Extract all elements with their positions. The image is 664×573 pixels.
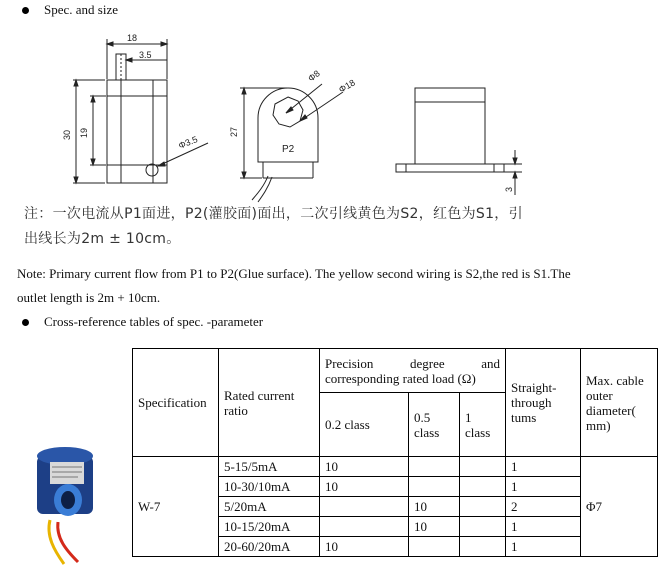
dim-phi-8: Φ8 bbox=[306, 68, 322, 84]
header-class-0-2: 0.2 class bbox=[320, 393, 409, 457]
chinese-note-line-1: 注：一次电流从P1面进，P2(灌胶面)面出，二次引线黄色为S2，红色为S1，引 bbox=[24, 206, 523, 222]
header-cable: Max. cable outer diameter( mm) bbox=[581, 349, 658, 457]
ratio-cell: 5/20mA bbox=[219, 497, 320, 517]
header-specification: Specification bbox=[133, 349, 219, 457]
dim-3-5: 3.5 bbox=[139, 50, 152, 60]
class-1-cell bbox=[460, 477, 506, 497]
english-note-line-1: Note: Primary current flow from P1 to P2(Glue surface). The yellow second wiring is S2,the red is S1.The bbox=[17, 266, 571, 281]
class-0-2-cell: 10 bbox=[320, 457, 409, 477]
ratio-cell: 10-15/20mA bbox=[219, 517, 320, 537]
class-0-2-cell: 10 bbox=[320, 537, 409, 557]
turns-cell: 1 bbox=[506, 537, 581, 557]
class-0-5-cell bbox=[409, 477, 460, 497]
dim-18: 18 bbox=[127, 33, 138, 43]
class-0-5-cell: 10 bbox=[409, 497, 460, 517]
class-0-2-cell bbox=[320, 517, 409, 537]
dim-phi-18: Φ18 bbox=[337, 77, 357, 95]
class-0-5-cell: 10 bbox=[409, 517, 460, 537]
dimension-drawing bbox=[0, 0, 664, 205]
table-row bbox=[133, 457, 658, 477]
section-title-cross-reference: Cross-reference tables of spec. -parameter bbox=[44, 314, 264, 329]
dim-phi-3-5: Φ3.5 bbox=[177, 134, 200, 151]
dim-19: 19 bbox=[79, 127, 89, 138]
english-note-line-2: outlet length is 2m + 10cm. bbox=[17, 290, 161, 305]
class-1-cell bbox=[460, 497, 506, 517]
section-title-spec-size: Spec. and size bbox=[44, 2, 119, 17]
dim-3: 3 bbox=[504, 186, 514, 192]
class-1-cell bbox=[460, 537, 506, 557]
turns-cell: 1 bbox=[506, 457, 581, 477]
bullet-dot bbox=[22, 319, 29, 326]
label-p2: P2 bbox=[282, 144, 295, 155]
cable-diameter-cell: Φ7 bbox=[581, 457, 658, 557]
turns-cell: 1 bbox=[506, 517, 581, 537]
chinese-note-line-2: 出线长为2m ± 10cm。 bbox=[24, 231, 181, 247]
header-class-1: 1 class bbox=[460, 393, 506, 457]
class-0-5-cell bbox=[409, 457, 460, 477]
turns-cell: 1 bbox=[506, 477, 581, 497]
ratio-cell: 5-15/5mA bbox=[219, 457, 320, 477]
dim-27: 27 bbox=[229, 126, 239, 137]
class-0-2-cell: 10 bbox=[320, 477, 409, 497]
spec-table bbox=[132, 348, 658, 557]
dim-30: 30 bbox=[62, 129, 72, 140]
class-0-5-cell bbox=[409, 537, 460, 557]
product-photo bbox=[28, 432, 108, 567]
class-1-cell bbox=[460, 517, 506, 537]
ratio-cell: 20-60/20mA bbox=[219, 537, 320, 557]
class-1-cell bbox=[460, 457, 506, 477]
header-class-0-5: 0.5 class bbox=[409, 393, 460, 457]
class-0-2-cell bbox=[320, 497, 409, 517]
ratio-cell: 10-30/10mA bbox=[219, 477, 320, 497]
header-rated-ratio: Rated current ratio bbox=[219, 349, 320, 457]
header-precision: Precision degree and corresponding rated load (Ω) bbox=[320, 349, 506, 393]
model-cell: W-7 bbox=[133, 457, 219, 557]
turns-cell: 2 bbox=[506, 497, 581, 517]
header-turns: Straight-through tums bbox=[506, 349, 581, 457]
